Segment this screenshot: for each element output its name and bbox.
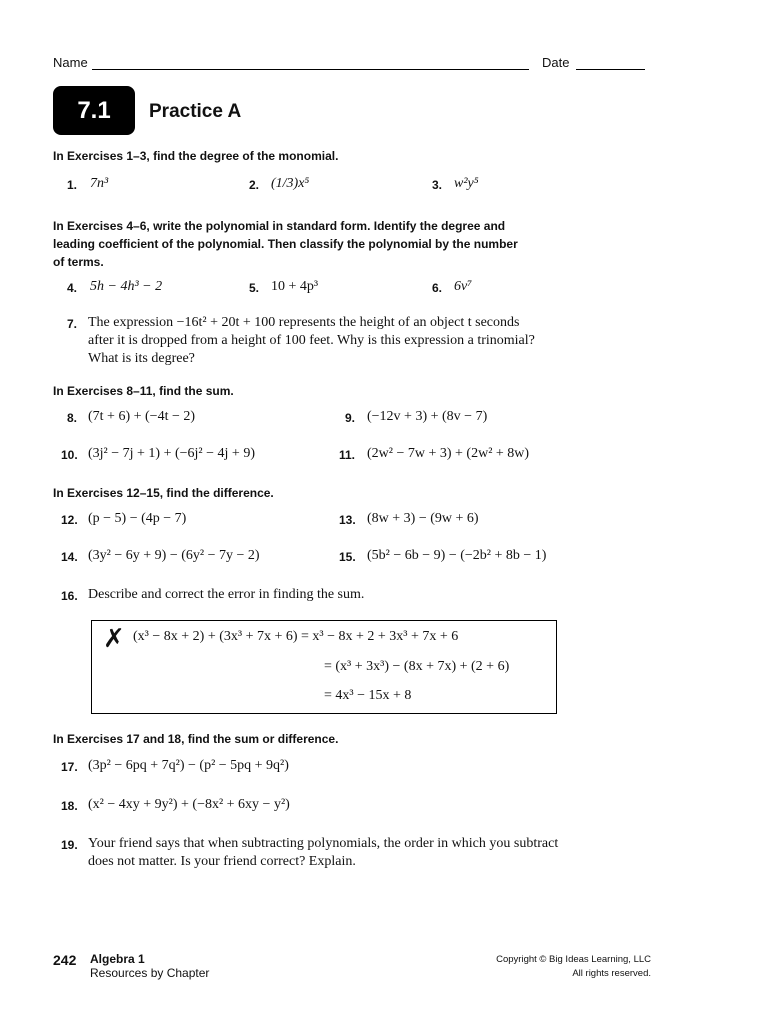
- exercise-expression: 7n³: [90, 176, 109, 191]
- section-title: Practice A: [149, 101, 242, 122]
- exercise-expression: 6v⁷: [454, 279, 473, 294]
- instruction-17-18: In Exercises 17 and 18, find the sum or difference.: [53, 732, 339, 746]
- exercise-number: 17.: [61, 760, 78, 774]
- exercise-expression: (−12v + 3) + (8v − 7): [367, 409, 488, 424]
- exercise-number: 14.: [61, 550, 78, 564]
- exercise-number: 8.: [67, 411, 78, 425]
- exercise-number: 18.: [61, 799, 78, 813]
- exercise-expression: w²y⁵: [454, 176, 479, 191]
- exercise-number: 13.: [339, 513, 356, 527]
- instruction-12-15: In Exercises 12–15, find the difference.: [53, 486, 274, 500]
- exercise-number: 12.: [61, 513, 78, 527]
- exercise-expression: (3j² − 7j + 1) + (−6j² − 4j + 9): [88, 446, 255, 461]
- exercise-number: 10.: [61, 448, 78, 462]
- exercise-number: 15.: [339, 550, 356, 564]
- exercise-expression: (2w² − 7w + 3) + (2w² + 8w): [367, 446, 530, 461]
- exercise-expression: (8w + 3) − (9w + 6): [367, 511, 479, 526]
- name-label: Name: [53, 55, 88, 70]
- exercise-number: 3.: [432, 178, 443, 192]
- exercise-number: 5.: [249, 281, 260, 295]
- page-number: 242: [53, 952, 77, 968]
- exercise-expression: 10 + 4p³: [271, 279, 319, 294]
- exercise-number: 19.: [61, 838, 78, 852]
- exercise-number: 4.: [67, 281, 78, 295]
- instruction-8-11: In Exercises 8–11, find the sum.: [53, 384, 234, 398]
- exercise-expression: (7t + 6) + (−4t − 2): [88, 409, 196, 424]
- date-field[interactable]: [576, 69, 645, 70]
- exercise-number: 2.: [249, 178, 260, 192]
- instruction-1-3: In Exercises 1–3, find the degree of the monomial.: [53, 149, 339, 163]
- exercise-number: 6.: [432, 281, 443, 295]
- error-work-line: (x³ − 8x + 2) + (3x³ + 7x + 6) = x³ − 8x + 2 + 3x³ + 7x + 6: [133, 629, 459, 644]
- exercise-text-line: What is its degree?: [88, 351, 195, 366]
- exercise-expression: (1/3)x⁵: [271, 176, 310, 191]
- error-work-line: = (x³ + 3x³) − (8x + 7x) + (2 + 6): [324, 659, 510, 674]
- date-label: Date: [542, 55, 570, 70]
- error-x-icon: ✗: [103, 624, 125, 654]
- exercise-expression: 5h − 4h³ − 2: [90, 279, 163, 294]
- exercise-text-line: does not matter. Is your friend correct? Explain.: [88, 854, 356, 869]
- instruction-4-6: of terms.: [53, 255, 104, 269]
- exercise-number: 1.: [67, 178, 78, 192]
- exercise-expression: (3p² − 6pq + 7q²) − (p² − 5pq + 9q²): [88, 758, 289, 773]
- name-field[interactable]: [92, 69, 529, 70]
- book-title: Algebra 1: [90, 952, 145, 966]
- exercise-text-line: The expression −16t² + 20t + 100 represents the height of an object t seconds: [88, 315, 520, 330]
- exercise-number: 11.: [339, 448, 356, 462]
- exercise-text-line: Your friend says that when subtracting polynomials, the order in which you subtract: [88, 836, 559, 851]
- error-work-line: = 4x³ − 15x + 8: [324, 688, 412, 703]
- exercise-number: 16.: [61, 589, 78, 603]
- exercise-expression: (3y² − 6y + 9) − (6y² − 7y − 2): [88, 548, 260, 563]
- exercise-text-line: after it is dropped from a height of 100 feet. Why is this expression a trinomial?: [88, 333, 535, 348]
- exercise-text-line: Describe and correct the error in finding the sum.: [88, 587, 365, 602]
- rights-text: All rights reserved.: [572, 968, 651, 979]
- exercise-expression: (x² − 4xy + 9y²) + (−8x² + 6xy − y²): [88, 797, 290, 812]
- exercise-number: 9.: [345, 411, 356, 425]
- exercise-expression: (p − 5) − (4p − 7): [88, 511, 187, 526]
- book-subtitle: Resources by Chapter: [90, 966, 210, 980]
- instruction-4-6: In Exercises 4–6, write the polynomial in standard form. Identify the degree and: [53, 219, 506, 233]
- instruction-4-6: leading coefficient of the polynomial. Then classify the polynomial by the number: [53, 237, 518, 251]
- section-number-badge: 7.1: [53, 86, 135, 135]
- copyright-text: Copyright © Big Ideas Learning, LLC: [496, 954, 651, 965]
- exercise-expression: (5b² − 6b − 9) − (−2b² + 8b − 1): [367, 548, 547, 563]
- exercise-number: 7.: [67, 317, 78, 331]
